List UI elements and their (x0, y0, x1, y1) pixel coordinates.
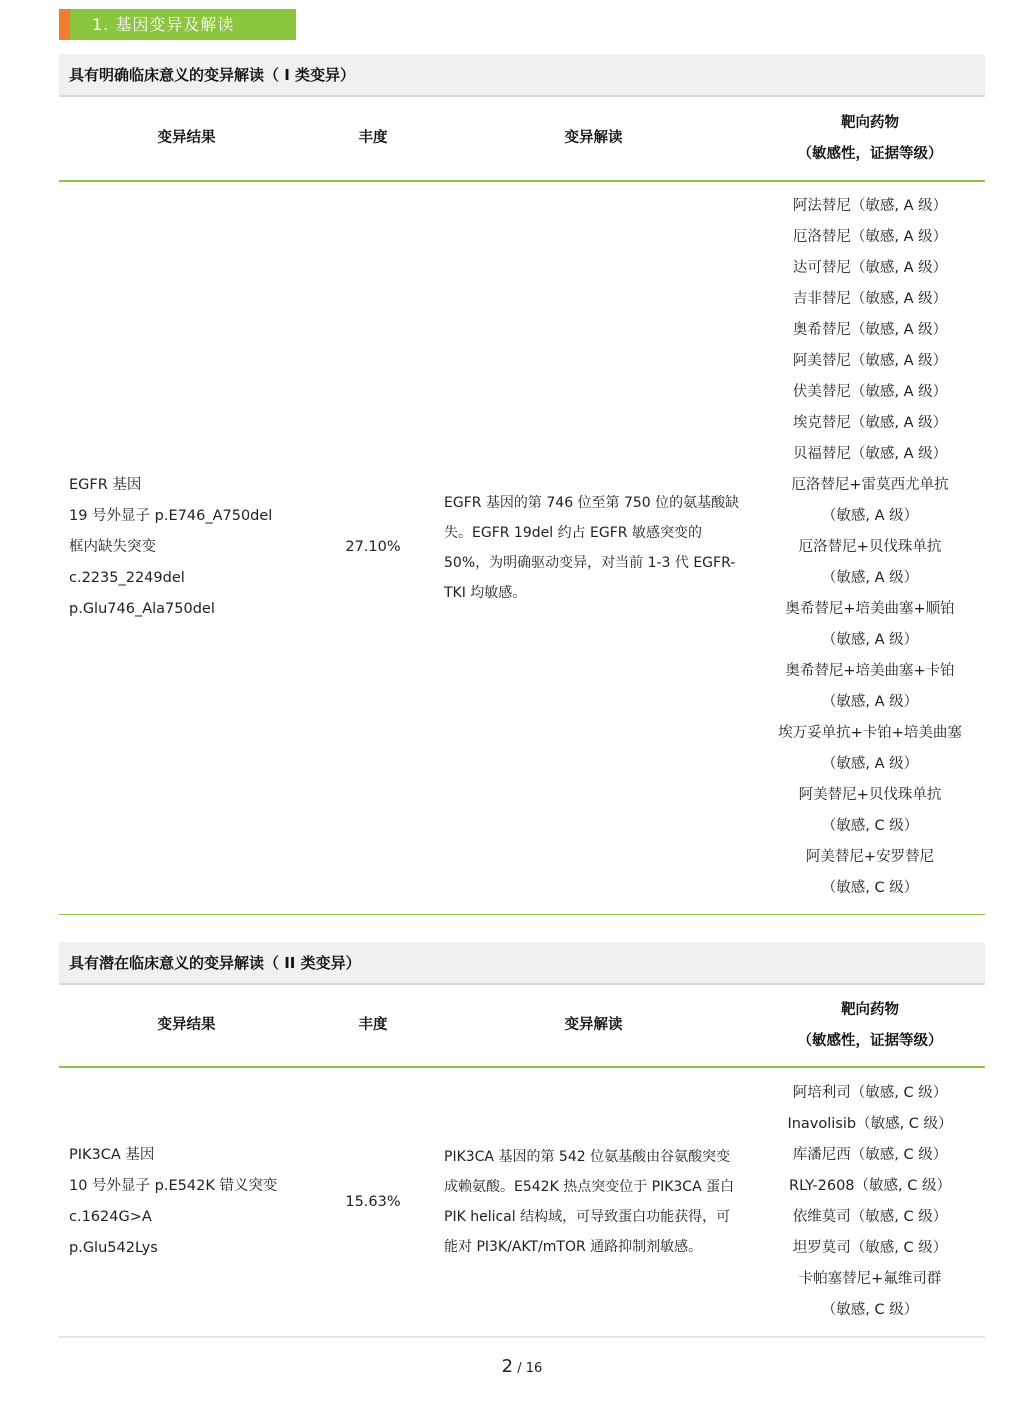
variant-gene: PIK3CA 基因 (69, 1147, 155, 1163)
variant-result (59, 1067, 314, 1337)
drug-line: 伏美替尼（敏感, A 级） (792, 384, 948, 401)
col-header-result: 变异结果 (59, 97, 314, 181)
drug-line: 阿培利司（敏感, C 级） (792, 1085, 948, 1101)
drug-line: 奥希替尼+培美曲塞+顺铂 (785, 601, 955, 618)
col-header-drugs-line2: （敏感性，证据等级） (797, 1032, 943, 1049)
drug-line: （敏感, A 级） (821, 508, 919, 525)
drug-line: 埃万妥单抗+卡铂+培美曲塞 (778, 725, 962, 742)
col-header-result: 变异结果 (59, 985, 314, 1067)
drug-line: 阿法替尼（敏感, A 级） (792, 198, 948, 215)
drug-line: RLY-2608（敏感, C 级） (789, 1178, 951, 1194)
drug-line: 吉非替尼（敏感, A 级） (792, 291, 948, 308)
col-header-interpretation: 变异解读 (432, 97, 755, 181)
drug-line: 库潘尼西（敏感, C 级） (792, 1147, 948, 1163)
drug-line: 厄洛替尼（敏感, A 级） (792, 229, 948, 246)
variant-abundance: 27.10% (314, 181, 432, 914)
variant-protein: p.Glu542Lys (69, 1240, 158, 1256)
variant-cdna: c.2235_2249del (69, 570, 185, 587)
drug-line: 奥希替尼（敏感, A 级） (792, 322, 948, 339)
drug-line: 达可替尼（敏感, A 级） (792, 260, 948, 277)
class1-title: 具有明确临床意义的变异解读（ I 类变异） (59, 54, 985, 97)
variant-interpretation: PIK3CA 基因的第 542 位氨基酸由谷氨酸突变成赖氨酸。E542K 热点突变位于 PIK3CA 蛋白 PIK helical 结构域，可导致蛋白功能获得，可能对 PI3K/AKT/mTOR 通路抑制剂敏感。 (432, 1067, 755, 1337)
drug-line: 奥希替尼+培美曲塞+卡铂 (785, 663, 955, 680)
drug-line: （敏感, A 级） (821, 632, 919, 649)
drug-line: （敏感, C 级） (821, 818, 919, 835)
drug-line: 埃克替尼（敏感, A 级） (792, 415, 948, 432)
variant-abundance: 15.63% (314, 1067, 432, 1337)
targeted-drugs (755, 1067, 985, 1337)
table-row (59, 181, 985, 914)
variant-type: 框内缺失突变 (69, 539, 156, 556)
drug-line: 厄洛替尼+雷莫西尤单抗 (791, 477, 949, 494)
col-header-interpretation: 变异解读 (432, 985, 755, 1067)
variant-protein: p.Glu746_Ala750del (69, 601, 215, 618)
variant-cdna: c.1624G>A (69, 1209, 152, 1225)
page-number (59, 1356, 985, 1377)
drug-line: （敏感, A 级） (821, 694, 919, 711)
col-header-drugs (755, 97, 985, 181)
col-header-abundance: 丰度 (314, 97, 432, 181)
drug-line: Inavolisib（敏感, C 级） (787, 1116, 953, 1132)
drug-line: 阿美替尼（敏感, A 级） (792, 353, 948, 370)
variant-exon: 10 号外显子 p.E542K 错义突变 (69, 1178, 278, 1194)
class2-block (59, 942, 985, 1338)
current-page: 2 (501, 1356, 514, 1377)
variant-result (59, 181, 314, 914)
drug-line: 卡帕塞替尼+氟维司群 (798, 1271, 942, 1287)
class1-block (59, 54, 985, 915)
col-header-drugs (755, 985, 985, 1067)
drug-line: 阿美替尼+安罗替尼 (805, 849, 935, 866)
drug-line: （敏感, A 级） (821, 756, 919, 773)
col-header-abundance: 丰度 (314, 985, 432, 1067)
drug-line: （敏感, A 级） (821, 570, 919, 587)
targeted-drugs (755, 181, 985, 914)
col-header-drugs-line1: 靶向药物 (841, 1001, 899, 1018)
section-heading: 1. 基因变异及解读 (59, 9, 296, 40)
drug-line: 依维莫司（敏感, C 级） (792, 1209, 948, 1225)
drug-line: 贝福替尼（敏感, A 级） (792, 446, 948, 463)
drug-line: 坦罗莫司（敏感, C 级） (792, 1240, 948, 1256)
drug-line: 阿美替尼+贝伐珠单抗 (798, 787, 942, 804)
drug-line: （敏感, C 级） (821, 1302, 919, 1318)
col-header-drugs-line2: （敏感性，证据等级） (797, 145, 943, 162)
class1-table (59, 97, 985, 915)
class2-title: 具有潜在临床意义的变异解读（ II 类变异） (59, 942, 985, 985)
variant-interpretation: EGFR 基因的第 746 位至第 750 位的氨基酸缺失。EGFR 19del 约占 EGFR 敏感突变的 50%，为明确驱动变异，对当前 1-3 代 EGFR-TKI 均敏感。 (432, 181, 755, 914)
table-row (59, 1067, 985, 1337)
drug-line: （敏感, C 级） (821, 880, 919, 897)
variant-gene: EGFR 基因 (69, 477, 142, 494)
total-pages: / 16 (513, 1361, 543, 1376)
col-header-drugs-line1: 靶向药物 (841, 114, 899, 131)
class2-table (59, 985, 985, 1338)
variant-exon: 19 号外显子 p.E746_A750del (69, 508, 273, 525)
drug-line: 厄洛替尼+贝伐珠单抗 (798, 539, 942, 556)
